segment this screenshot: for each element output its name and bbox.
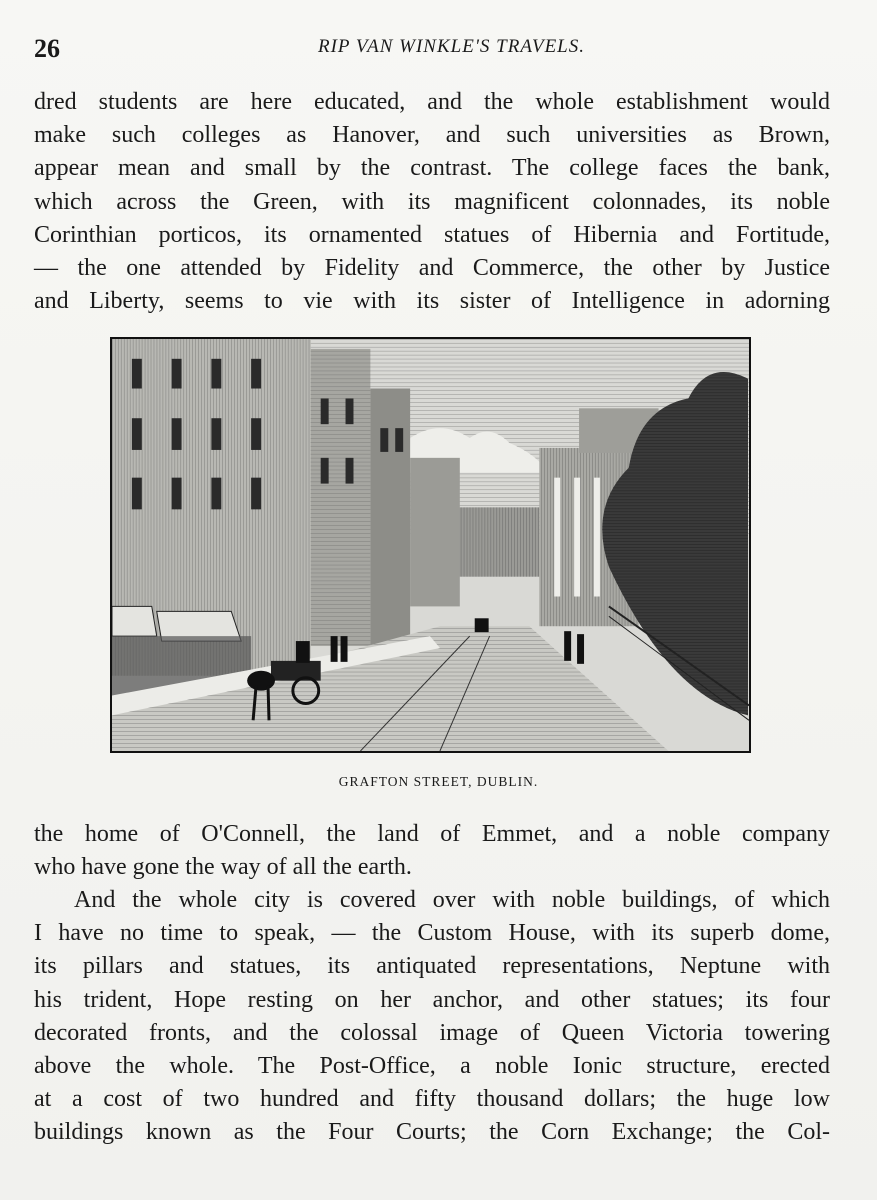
- text-line: decorated fronts, and the colossal image of Queen Victoria towering: [34, 1019, 830, 1046]
- text-line: Corinthian porticos, its ornamented statues of Hibernia and Fortitude,: [34, 221, 830, 248]
- text-line: his trident, Hope resting on her anchor, and other statues; its four: [34, 986, 830, 1013]
- text-line: I have no time to speak, — the Custom House, with its superb dome,: [34, 920, 830, 947]
- street-scene-engraving: [112, 339, 749, 751]
- text-line: above the whole. The Post-Office, a noble Ionic structure, erected: [34, 1053, 830, 1080]
- page-number: 26: [34, 34, 60, 63]
- text-line: buildings known as the Four Courts; the Corn Exchange; the Col-: [34, 1119, 830, 1146]
- text-line: the home of O'Connell, the land of Emmet, and a noble company: [34, 821, 830, 847]
- text-line: at a cost of two hundred and fifty thousand dollars; the huge low: [34, 1086, 830, 1113]
- text-line: who have gone the way of all the earth.: [34, 854, 412, 881]
- text-line: make such colleges as Hanover, and such universities as Brown,: [34, 122, 830, 149]
- text-line: which across the Green, with its magnificent colonnades, its noble: [34, 188, 830, 215]
- paragraph-continued: [34, 86, 830, 318]
- text-line: appear mean and small by the contrast. The college faces the bank,: [34, 155, 830, 182]
- paragraph-new: [34, 884, 830, 1150]
- text-line: — the one attended by Fidelity and Commerce, the other by Justice: [34, 255, 830, 282]
- page-header: [34, 34, 829, 62]
- text-line: dred students are here educated, and the whole establishment would: [34, 89, 830, 115]
- illustration-caption: GRAFTON STREET, DUBLIN.: [338, 774, 539, 789]
- text-line: and Liberty, seems to vie with its sister of Intelligence in adorning: [34, 288, 830, 315]
- text-line: And the whole city is covered over with noble buildings, of which: [74, 887, 830, 913]
- engraving-illustration: [110, 337, 751, 753]
- paragraph-end: [34, 818, 830, 884]
- running-head: RIP VAN WINKLE'S TRAVELS.: [317, 36, 586, 57]
- text-line: its pillars and statues, its antiquated representations, Neptune with: [34, 953, 830, 980]
